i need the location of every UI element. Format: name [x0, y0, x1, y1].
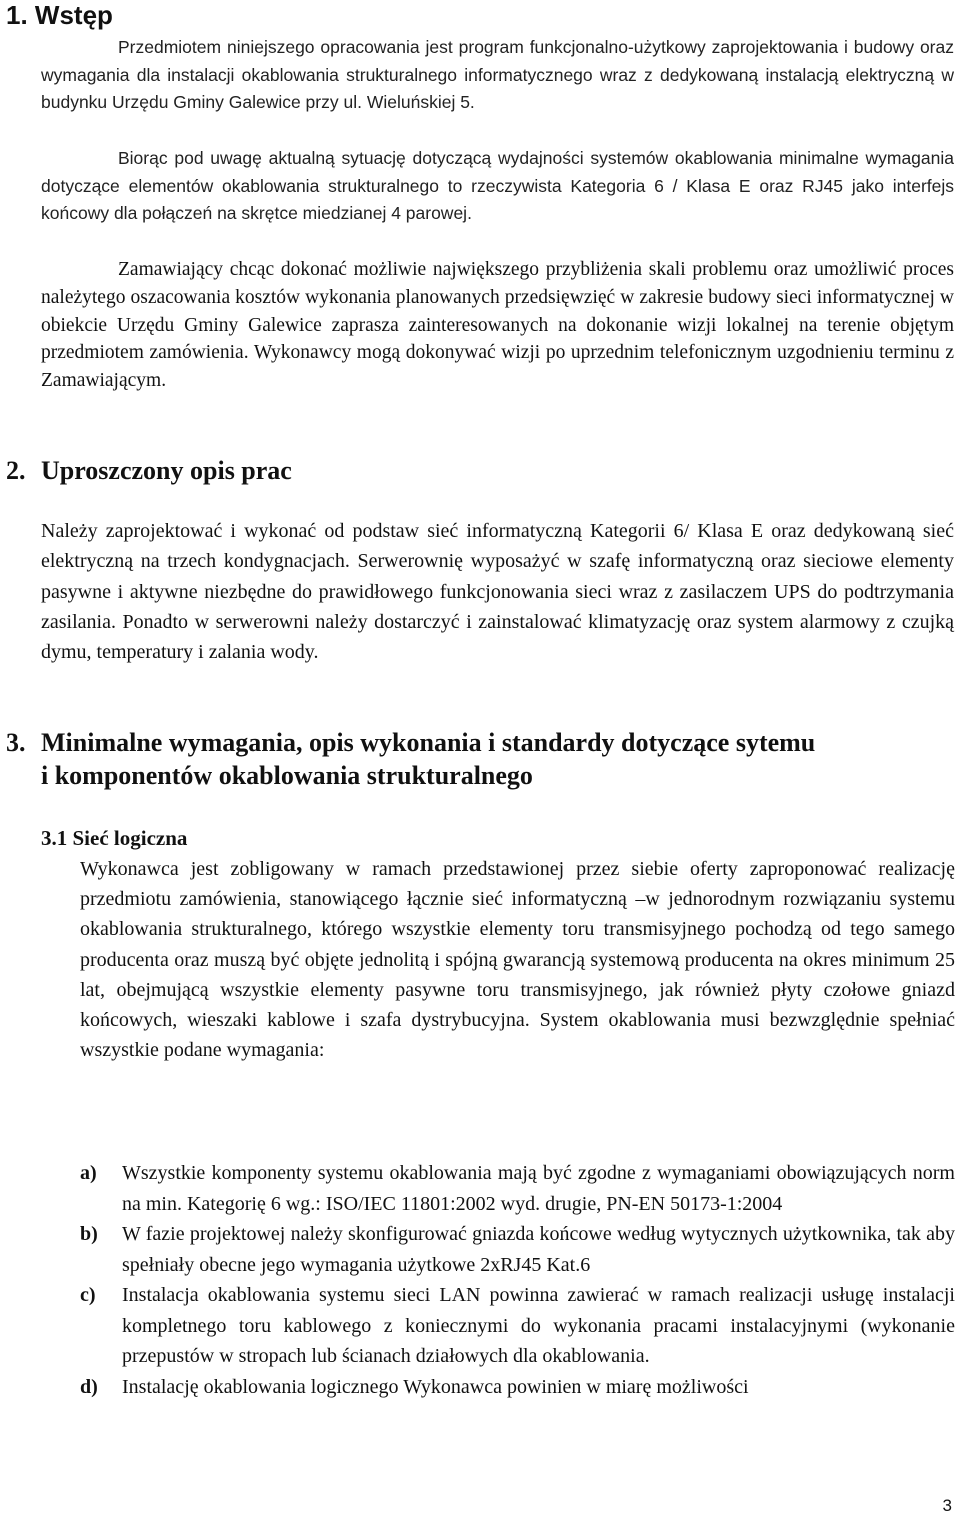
section-2-title: Uproszczony opis prac: [41, 456, 292, 485]
list-marker: d): [80, 1375, 98, 1398]
section-1-paragraph-3: [41, 256, 954, 395]
section-3-title-line-2: i komponentów okablowania strukturalnego: [41, 761, 533, 790]
list-marker: a): [80, 1162, 97, 1184]
section-2-heading: [6, 454, 956, 487]
list-item-text: Wszystkie komponenty systemu okablowania mają być zgodne z wymaganiami obowiązujących norm na min. Kategorię 6 wg.: ISO/IEC 11801:2002 wyd. drugie, PN-EN 50173-1:2004: [122, 1162, 955, 1215]
list-marker: c): [80, 1284, 96, 1306]
subsection-3-1-heading: 3.1 Sieć logiczna: [41, 826, 188, 850]
section-1-heading: 1. Wstęp: [6, 0, 113, 30]
section-2-number: 2.: [6, 456, 26, 485]
requirements-list: [80, 1158, 955, 1402]
subsection-3-1-paragraph: Wykonawca jest zobligowany w ramach przedstawionej przez siebie oferty zaproponować realizację przedmiotu zamówienia, stanowiącego łącznie sieć informatyczną –w jednorodnym rozwiązaniu systemu okablowania strukturalnego, którego wszystkie elementy toru transmisyjnego pochodzą od tego samego producenta oraz muszą być objęte jednolitą i spójną gwarancją systemową producenta na okres minimum 25 lat, obejmującą wszystkie elementy pasywne toru transmisyjnego, jak również płyty czołowe gniazd końcowych, wieszaki kablowe i szafa dystrybucyjna. System okablowania musi bezwzględnie spełniać wszystkie podane wymagania:: [80, 858, 955, 1062]
list-item: [80, 1219, 955, 1280]
list-item: [80, 1280, 955, 1372]
page-number: 3: [942, 1496, 952, 1515]
section-2-paragraph: Należy zaprojektować i wykonać od podstaw sieć informatyczną Kategorii 6/ Klasa E oraz dedykowaną sieć elektryczną na trzech kondygnacjach. Serwerownię wyposażyć w szafę informatyczną oraz sieciowe elementy pasywne i aktywne niezbędne do prawidłowego funkcjonowania sieci wraz z zasilaczem UPS do podtrzymania zasilania. Ponadto w serwerowni należy dostarczyć i zainstalować klimatyzację oraz system alarmowy z czujką dymu, temperatury i zalania wody.: [41, 520, 954, 664]
list-item-text: Instalację okablowania logicznego Wykonawca powinien w miarę możliwości: [122, 1375, 749, 1398]
section-1-paragraph-1-text: Przedmiotem niniejszego opracowania jest program funkcjonalno-użytkowy zaprojektowania i budowy oraz wymagania dla instalacji okablowania strukturalnego informatycznego wraz z dedykowaną instalacją elektryczną w budynku Urzędu Gminy Galewice przy ul. Wieluńskiej 5.: [41, 37, 954, 112]
list-marker: b): [80, 1223, 98, 1245]
list-item-text: W fazie projektowej należy skonfigurować gniazda końcowe według wytycznych użytkownika, tak aby spełniały obecne jego wymagania użytkowe 2xRJ45 Kat.6: [122, 1223, 955, 1276]
section-1-paragraph-3-text: Zamawiający chcąc dokonać możliwie największego przybliżenia skali problemu oraz umożliwić proces należytego oszacowania kosztów wykonania planowanych przedsięwzięć w zakresie budowy sieci informatycznej w obiekcie Urzędu Gminy Galewice zaprasza zainteresowanych na dokonanie wizji lokalnej na terenie objętym przedmiotem zamówienia. Wykonawcy mogą dokonywać wizji po uprzednim telefonicznym uzgodnieniu terminu z Zamawiającym.: [41, 259, 954, 392]
list-item: [80, 1158, 955, 1219]
section-3-number: 3.: [6, 728, 26, 757]
section-3-title-line-1: Minimalne wymagania, opis wykonania i standardy dotyczące sytemu: [41, 728, 816, 757]
list-item: [80, 1372, 955, 1403]
section-1-paragraph-2-text: Biorąc pod uwagę aktualną sytuację dotyczącą wydajności systemów okablowania minimalne wymagania dotyczące elementów okablowania strukturalnego to rzeczywista Kategoria 6 / Klasa E oraz RJ45 jako interfejs końcowy dla połączeń na skrętce miedzianej 4 parowej.: [41, 148, 954, 223]
list-item-text: Instalacja okablowania systemu sieci LAN powinna zawierać w ramach realizacji usługę instalacji kompletnego toru kablowego z koniecznymi do wykonania pracami instalacyjnymi (wykonanie przepustów w stropach lub ścianach działowych dla okablowania.: [122, 1284, 955, 1367]
section-3-heading: [6, 726, 956, 792]
section-1-paragraph-1: [41, 34, 954, 117]
section-1-paragraph-2: [41, 145, 954, 228]
